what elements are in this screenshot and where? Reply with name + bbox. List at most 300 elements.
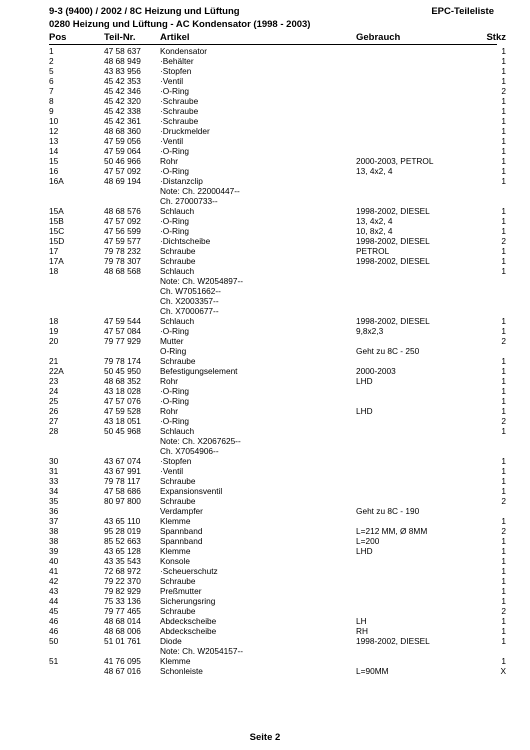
cell-article: ·Druckmelder (160, 126, 210, 136)
cell-part-number: 43 35 543 (104, 556, 141, 566)
cell-part-number: 79 78 232 (104, 246, 141, 256)
cell-article: Befestigungselement (160, 366, 238, 376)
cell-pos: 27 (49, 416, 59, 426)
cell-pos: 2 (49, 56, 54, 66)
cell-part-number: 45 42 346 (104, 86, 141, 96)
cell-part-number: 50 45 950 (104, 366, 141, 376)
cell-pos: 19 (49, 326, 59, 336)
cell-part-number: 47 59 544 (104, 316, 141, 326)
table-row (0, 176, 530, 186)
cell-quantity: 1 (501, 406, 506, 416)
document-title: 9-3 (9400) / 2002 / 8C Heizung und Lüftung (49, 6, 240, 17)
cell-pos: 12 (49, 126, 59, 136)
cell-part-number: 47 57 076 (104, 396, 141, 406)
table-row (0, 446, 530, 456)
table-row (0, 506, 530, 516)
table-row (0, 156, 530, 166)
document-subtitle: 0280 Heizung und Lüftung - AC Kondensator (1998 - 2003) (49, 19, 311, 30)
cell-quantity: 1 (501, 656, 506, 666)
cell-quantity: 1 (501, 486, 506, 496)
cell-article: Rohr (160, 156, 178, 166)
cell-pos: 51 (49, 656, 59, 666)
cell-part-number: 48 68 014 (104, 616, 141, 626)
cell-pos: 50 (49, 636, 59, 646)
table-row (0, 286, 530, 296)
cell-pos: 25 (49, 396, 59, 406)
table-row (0, 76, 530, 86)
cell-pos: 43 (49, 586, 59, 596)
table-row (0, 656, 530, 666)
cell-quantity: 1 (501, 556, 506, 566)
cell-article: Preßmutter (160, 586, 202, 596)
table-row (0, 456, 530, 466)
cell-pos: 30 (49, 456, 59, 466)
cell-quantity: 2 (501, 336, 506, 346)
cell-quantity: 1 (501, 176, 506, 186)
cell-pos: 9 (49, 106, 54, 116)
cell-usage: 1998-2002, DIESEL (356, 236, 430, 246)
cell-part-number: 48 68 352 (104, 376, 141, 386)
table-row (0, 216, 530, 226)
cell-part-number: 43 67 991 (104, 466, 141, 476)
cell-quantity: 1 (501, 476, 506, 486)
cell-pos: 23 (49, 376, 59, 386)
table-row (0, 436, 530, 446)
cell-usage: 9,8x2,3 (356, 326, 384, 336)
cell-article: Ch. X7054906-- (160, 446, 219, 456)
cell-article: ·O-Ring (160, 416, 190, 426)
cell-part-number: 45 42 361 (104, 116, 141, 126)
cell-pos: 15 (49, 156, 59, 166)
cell-quantity: 1 (501, 106, 506, 116)
table-row (0, 296, 530, 306)
table-row (0, 326, 530, 336)
cell-pos: 45 (49, 606, 59, 616)
table-row (0, 596, 530, 606)
cell-part-number: 48 68 006 (104, 626, 141, 636)
cell-article: ·Dichtscheibe (160, 236, 211, 246)
cell-pos: 40 (49, 556, 59, 566)
cell-article: ·O-Ring (160, 396, 190, 406)
cell-article: Klemme (160, 546, 191, 556)
cell-article: ·O-Ring (160, 386, 190, 396)
header-divider (49, 44, 497, 45)
cell-article: Abdeckscheibe (160, 626, 217, 636)
cell-quantity: 1 (501, 586, 506, 596)
cell-article: O-Ring (160, 346, 187, 356)
cell-article: Note: Ch. W2054897-- (160, 276, 244, 286)
table-row (0, 316, 530, 326)
cell-quantity: 1 (501, 146, 506, 156)
cell-quantity: 1 (501, 386, 506, 396)
cell-part-number: 48 68 576 (104, 206, 141, 216)
cell-pos: 16 (49, 166, 59, 176)
cell-quantity: 1 (501, 426, 506, 436)
table-row (0, 646, 530, 656)
cell-usage: 13, 4x2, 4 (356, 216, 393, 226)
cell-pos: 34 (49, 486, 59, 496)
cell-pos: 18 (49, 266, 59, 276)
cell-quantity: 1 (501, 536, 506, 546)
cell-pos: 35 (49, 496, 59, 506)
cell-article: Diode (160, 636, 182, 646)
cell-usage: 1998-2002, DIESEL (356, 256, 430, 266)
cell-pos: 39 (49, 546, 59, 556)
cell-pos: 37 (49, 516, 59, 526)
cell-article: Note: Ch. X2067625-- (160, 436, 241, 446)
cell-article: Schraube (160, 256, 196, 266)
cell-article: Expansionsventil (160, 486, 223, 496)
cell-quantity: 2 (501, 606, 506, 616)
cell-quantity: 2 (501, 86, 506, 96)
cell-pos: 17A (49, 256, 64, 266)
cell-pos: 10 (49, 116, 59, 126)
cell-part-number: 72 68 972 (104, 566, 141, 576)
cell-part-number: 48 68 568 (104, 266, 141, 276)
cell-quantity: 1 (501, 226, 506, 236)
cell-part-number: 79 77 929 (104, 336, 141, 346)
cell-pos: 42 (49, 576, 59, 586)
cell-pos: 41 (49, 566, 59, 576)
cell-pos: 13 (49, 136, 59, 146)
cell-part-number: 45 42 353 (104, 76, 141, 86)
table-row (0, 516, 530, 526)
cell-article: Rohr (160, 376, 178, 386)
cell-part-number: 47 58 637 (104, 46, 141, 56)
cell-article: Schraube (160, 576, 196, 586)
cell-article: ·Stopfen (160, 456, 192, 466)
cell-article: ·O-Ring (160, 166, 190, 176)
cell-usage: 1998-2002, DIESEL (356, 316, 430, 326)
cell-part-number: 47 59 528 (104, 406, 141, 416)
cell-usage: 2000-2003 (356, 366, 396, 376)
table-row (0, 426, 530, 436)
cell-part-number: 75 33 136 (104, 596, 141, 606)
cell-article: ·Ventil (160, 466, 184, 476)
cell-usage: 13, 4x2, 4 (356, 166, 393, 176)
cell-pos: 1 (49, 46, 54, 56)
cell-quantity: 1 (501, 356, 506, 366)
table-row (0, 146, 530, 156)
cell-pos: 5 (49, 66, 54, 76)
cell-article: Schlauch (160, 266, 195, 276)
table-row (0, 406, 530, 416)
cell-article: Klemme (160, 656, 191, 666)
cell-article: Schlauch (160, 426, 195, 436)
table-row (0, 396, 530, 406)
cell-article: Ch. X7000677-- (160, 306, 219, 316)
cell-article: ·Schraube (160, 116, 199, 126)
cell-pos: 33 (49, 476, 59, 486)
cell-part-number: 45 42 320 (104, 96, 141, 106)
cell-quantity: 1 (501, 566, 506, 576)
cell-pos: 21 (49, 356, 59, 366)
cell-part-number: 79 77 465 (104, 606, 141, 616)
cell-part-number: 48 68 949 (104, 56, 141, 66)
cell-quantity: 1 (501, 126, 506, 136)
table-row (0, 486, 530, 496)
cell-part-number: 43 67 074 (104, 456, 141, 466)
cell-part-number: 43 65 128 (104, 546, 141, 556)
cell-part-number: 48 68 360 (104, 126, 141, 136)
table-row (0, 566, 530, 576)
table-row (0, 476, 530, 486)
cell-pos: 26 (49, 406, 59, 416)
table-row (0, 46, 530, 56)
cell-quantity: 1 (501, 56, 506, 66)
table-row (0, 236, 530, 246)
cell-part-number: 85 52 663 (104, 536, 141, 546)
cell-pos: 16A (49, 176, 64, 186)
cell-article: ·O-Ring (160, 326, 190, 336)
cell-article: Schraube (160, 476, 196, 486)
table-row (0, 556, 530, 566)
cell-usage: LHD (356, 546, 373, 556)
table-row (0, 126, 530, 136)
cell-article: ·O-Ring (160, 216, 190, 226)
cell-part-number: 47 57 084 (104, 326, 141, 336)
cell-quantity: 1 (501, 636, 506, 646)
table-row (0, 266, 530, 276)
table-row (0, 526, 530, 536)
cell-quantity: 2 (501, 236, 506, 246)
table-row (0, 66, 530, 76)
cell-pos: 14 (49, 146, 59, 156)
table-row (0, 166, 530, 176)
cell-article: ·Scheuerschutz (160, 566, 218, 576)
cell-pos: 8 (49, 96, 54, 106)
cell-part-number: 47 57 092 (104, 216, 141, 226)
cell-article: Schraube (160, 246, 196, 256)
cell-quantity: 1 (501, 96, 506, 106)
cell-article: Note: Ch. 22000447-- (160, 186, 240, 196)
cell-quantity: 1 (501, 456, 506, 466)
cell-usage: L=90MM (356, 666, 389, 676)
cell-part-number: 48 69 194 (104, 176, 141, 186)
cell-quantity: 1 (501, 136, 506, 146)
cell-part-number: 43 65 110 (104, 516, 141, 526)
cell-article: Konsole (160, 556, 190, 566)
cell-quantity: 1 (501, 206, 506, 216)
cell-pos: 46 (49, 626, 59, 636)
cell-quantity: 2 (501, 526, 506, 536)
cell-quantity: 1 (501, 46, 506, 56)
cell-article: ·O-Ring (160, 146, 190, 156)
cell-quantity: 1 (501, 116, 506, 126)
cell-part-number: 79 78 117 (104, 476, 141, 486)
cell-article: ·O-Ring (160, 226, 190, 236)
table-row (0, 276, 530, 286)
cell-quantity: 1 (501, 396, 506, 406)
cell-article: Sicherungsring (160, 596, 216, 606)
cell-article: Abdeckscheibe (160, 616, 217, 626)
cell-quantity: 1 (501, 246, 506, 256)
cell-quantity: 1 (501, 316, 506, 326)
cell-usage: 1998-2002, DIESEL (356, 206, 430, 216)
cell-pos: 18 (49, 316, 59, 326)
cell-part-number: 43 18 028 (104, 386, 141, 396)
table-row (0, 306, 530, 316)
cell-quantity: 1 (501, 326, 506, 336)
cell-pos: 38 (49, 526, 59, 536)
cell-quantity: 1 (501, 546, 506, 556)
cell-quantity: X (500, 666, 506, 676)
cell-usage: LHD (356, 376, 373, 386)
cell-usage: 2000-2003, PETROL (356, 156, 434, 166)
cell-part-number: 48 67 016 (104, 666, 141, 676)
table-row (0, 416, 530, 426)
cell-part-number: 79 22 370 (104, 576, 141, 586)
cell-article: Rohr (160, 406, 178, 416)
cell-part-number: 95 28 019 (104, 526, 141, 536)
table-row (0, 336, 530, 346)
cell-part-number: 43 18 051 (104, 416, 141, 426)
cell-part-number: 80 97 800 (104, 496, 141, 506)
cell-part-number: 79 82 929 (104, 586, 141, 596)
cell-article: ·Stopfen (160, 66, 192, 76)
cell-part-number: 47 59 056 (104, 136, 141, 146)
cell-part-number: 50 45 968 (104, 426, 141, 436)
cell-pos: 38 (49, 536, 59, 546)
cell-pos: 20 (49, 336, 59, 346)
cell-article: Spannband (160, 536, 203, 546)
table-row (0, 356, 530, 366)
cell-part-number: 47 59 064 (104, 146, 141, 156)
cell-usage: 1998-2002, DIESEL (356, 636, 430, 646)
cell-article: Klemme (160, 516, 191, 526)
cell-pos: 36 (49, 506, 59, 516)
table-row (0, 626, 530, 636)
cell-part-number: 45 42 338 (104, 106, 141, 116)
cell-quantity: 1 (501, 216, 506, 226)
column-header-teil-nr: Teil-Nr. (104, 32, 136, 43)
cell-quantity: 1 (501, 376, 506, 386)
table-row (0, 116, 530, 126)
table-row (0, 186, 530, 196)
table-row (0, 96, 530, 106)
cell-usage: LHD (356, 406, 373, 416)
table-row (0, 586, 530, 596)
cell-pos: 7 (49, 86, 54, 96)
cell-usage: L=200 (356, 536, 380, 546)
cell-quantity: 1 (501, 166, 506, 176)
cell-pos: 6 (49, 76, 54, 86)
cell-pos: 15A (49, 206, 64, 216)
cell-article: ·O-Ring (160, 86, 190, 96)
table-row (0, 366, 530, 376)
cell-quantity: 1 (501, 156, 506, 166)
cell-pos: 31 (49, 466, 59, 476)
column-header-artikel: Artikel (160, 32, 190, 43)
cell-article: Spannband (160, 526, 203, 536)
cell-article: ·Schraube (160, 96, 199, 106)
table-row (0, 546, 530, 556)
table-row (0, 536, 530, 546)
page-number: Seite 2 (249, 732, 281, 743)
cell-article: Note: Ch. W2054157-- (160, 646, 244, 656)
cell-article: Kondensator (160, 46, 208, 56)
cell-usage: Geht zu 8C - 250 (356, 346, 420, 356)
cell-quantity: 1 (501, 76, 506, 86)
cell-article: ·Distanzclip (160, 176, 203, 186)
cell-quantity: 1 (501, 466, 506, 476)
table-row (0, 256, 530, 266)
cell-quantity: 2 (501, 496, 506, 506)
cell-quantity: 1 (501, 366, 506, 376)
table-row (0, 196, 530, 206)
cell-article: ·Schraube (160, 106, 199, 116)
cell-usage: RH (356, 626, 368, 636)
column-header-stkz: Stkz (486, 32, 506, 43)
cell-article: Schraube (160, 606, 196, 616)
cell-usage: 10, 8x2, 4 (356, 226, 393, 236)
cell-quantity: 1 (501, 596, 506, 606)
cell-article: Ch. X2003357-- (160, 296, 219, 306)
cell-part-number: 47 58 686 (104, 486, 141, 496)
cell-article: Schonleiste (160, 666, 203, 676)
cell-article: Schlauch (160, 206, 195, 216)
cell-quantity: 1 (501, 516, 506, 526)
cell-quantity: 1 (501, 616, 506, 626)
cell-part-number: 79 78 174 (104, 356, 141, 366)
cell-pos: 15D (49, 236, 65, 246)
table-row (0, 106, 530, 116)
table-row (0, 56, 530, 66)
cell-article: Schlauch (160, 316, 195, 326)
cell-article: ·Ventil (160, 76, 184, 86)
cell-article: Ch. 27000733-- (160, 196, 218, 206)
cell-part-number: 50 46 966 (104, 156, 141, 166)
cell-usage: L=212 MM, Ø 8MM (356, 526, 428, 536)
cell-usage: Geht zu 8C - 190 (356, 506, 420, 516)
cell-part-number: 47 56 599 (104, 226, 141, 236)
cell-quantity: 1 (501, 626, 506, 636)
cell-quantity: 1 (501, 576, 506, 586)
table-row (0, 346, 530, 356)
table-row (0, 86, 530, 96)
cell-article: Schraube (160, 356, 196, 366)
cell-article: ·Behälter (160, 56, 194, 66)
cell-part-number: 47 57 092 (104, 166, 141, 176)
cell-part-number: 47 59 577 (104, 236, 141, 246)
cell-pos: 28 (49, 426, 59, 436)
list-type-label: EPC-Teileliste (431, 6, 494, 17)
cell-article: ·Ventil (160, 136, 184, 146)
table-row (0, 386, 530, 396)
table-row (0, 466, 530, 476)
cell-pos: 22A (49, 366, 64, 376)
cell-usage: PETROL (356, 246, 390, 256)
cell-article: Ch. W7051662-- (160, 286, 221, 296)
table-row (0, 376, 530, 386)
table-row (0, 606, 530, 616)
table-row (0, 496, 530, 506)
cell-part-number: 43 83 956 (104, 66, 141, 76)
cell-part-number: 41 76 095 (104, 656, 141, 666)
cell-usage: LH (356, 616, 367, 626)
cell-article: Verdampfer (160, 506, 203, 516)
cell-article: Schraube (160, 496, 196, 506)
cell-pos: 46 (49, 616, 59, 626)
table-row (0, 636, 530, 646)
table-row (0, 246, 530, 256)
cell-part-number: 51 01 761 (104, 636, 141, 646)
cell-quantity: 2 (501, 416, 506, 426)
table-row (0, 136, 530, 146)
cell-quantity: 1 (501, 66, 506, 76)
cell-pos: 24 (49, 386, 59, 396)
table-row (0, 576, 530, 586)
